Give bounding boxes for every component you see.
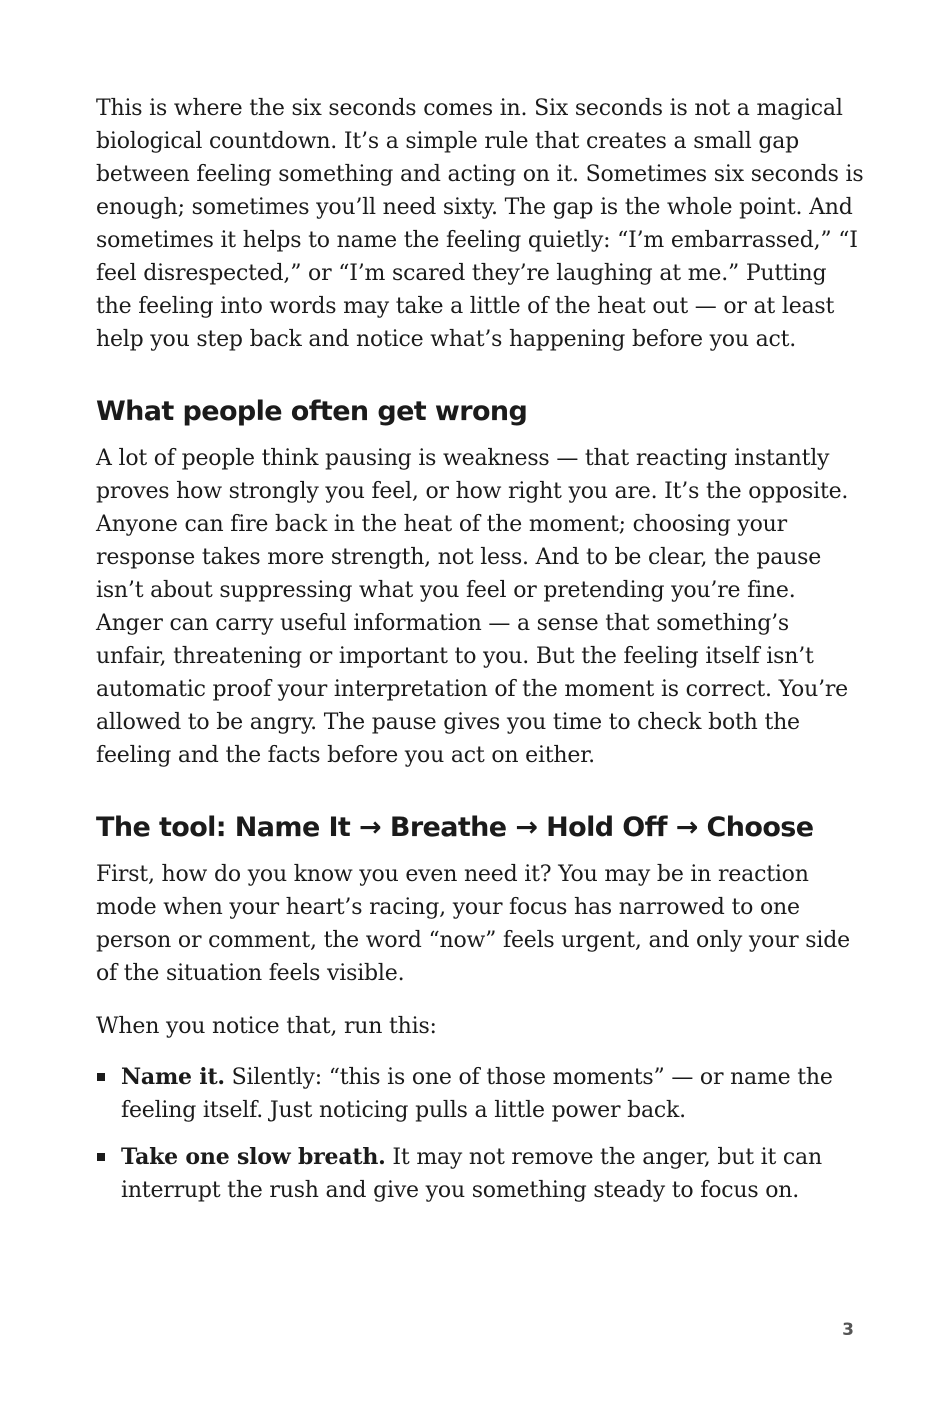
intro-paragraph: This is where the six seconds comes in. Six seconds is not a magical biological countdown. It’s a simple rule that creates a small gap between feeling something and acting on it. Sometimes six seconds is enough; sometimes you’ll need sixty. The gap is the whole point. And sometimes it helps to name the feeling quietly: “I’m embarrassed,” “I feel disrespected,” or “I’m scared they’re laughing at me.” Putting the feeling into words may take a little of the heat out — or at least help you step back and notice what’s happening before you act. <box>96 96 864 352</box>
page-content <box>96 92 866 1221</box>
square-bullet-icon <box>97 1153 105 1161</box>
list-item <box>96 1061 866 1127</box>
what-people-get-wrong-paragraph: A lot of people think pausing is weakness — that reacting instantly proves how strongly you feel, or how right you are. It’s the opposite. Anyone can fire back in the heat of the moment; choosing your response takes more strength, not less. And to be clear, the pause isn’t about suppressing what you feel or pretending you’re fine. Anger can carry useful information — a sense that something’s unfair, threatening or important to you. But the feeling itself isn’t automatic proof your interpretation of the moment is correct. You’re allowed to be angry. The pause gives you time to check both the feeling and the facts before you act on either. <box>96 446 849 768</box>
tool-lead-in: When you notice that, run this: <box>96 1014 437 1039</box>
section-heading-the-tool: The tool: Name It → Breathe → Hold Off → Choose <box>96 812 814 843</box>
tool-intro-paragraph: First, how do you know you even need it? You may be in reaction mode when your heart’s racing, your focus has narrowed to one person or comment, the word “now” feels urgent, and only your side of the situation feels visible. <box>96 862 850 986</box>
list-item <box>96 1141 866 1207</box>
tool-steps-list <box>96 1061 866 1207</box>
step-text: Silently: “this is one of those moments” — or name the feeling itself. Just noticing pulls a little power back. <box>121 1065 833 1123</box>
section-heading-what-people-get-wrong: What people often get wrong <box>96 396 528 427</box>
step-title: Name it. <box>121 1064 225 1090</box>
step-title: Take one slow breath. <box>121 1144 386 1170</box>
step-text: It may not remove the anger, but it can interrupt the rush and give you something steady to focus on. <box>121 1145 822 1203</box>
square-bullet-icon <box>97 1073 105 1081</box>
page-number: 3 <box>842 1320 854 1340</box>
